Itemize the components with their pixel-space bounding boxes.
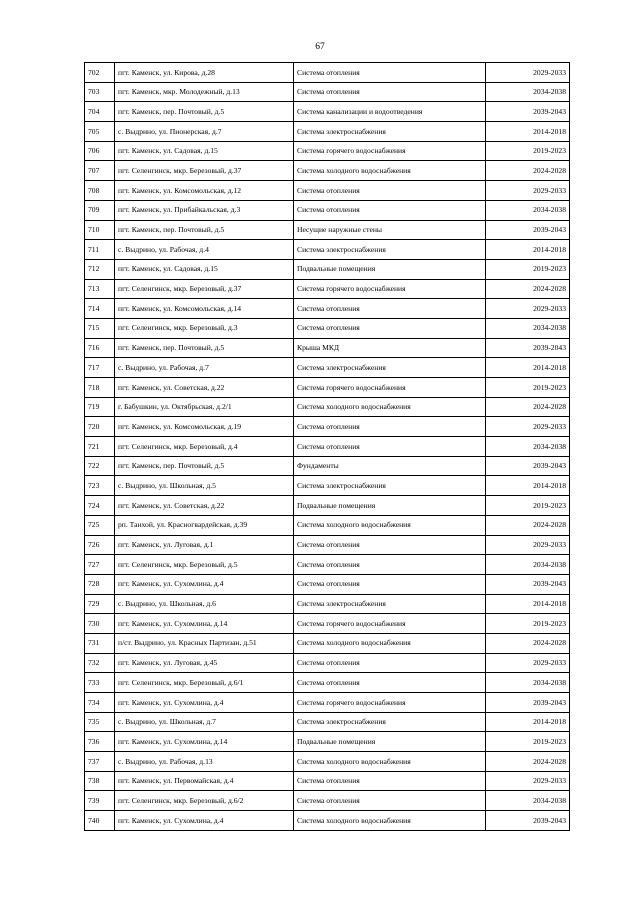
period-cell: 2034-2038 (486, 791, 570, 811)
address-cell: с. Выдрино, ул. Рабочая, д.7 (115, 358, 294, 378)
address-cell: пгт. Селенгинск, мкр. Березовый, д.6/2 (115, 791, 294, 811)
address-cell: пгт. Каменск, ул. Луговая, д.45 (115, 653, 294, 673)
row-number-cell: 718 (85, 378, 115, 398)
address-cell: пгт. Селенгинск, мкр. Березовый, д.3 (115, 318, 294, 338)
period-cell: 2019-2023 (486, 259, 570, 279)
table-row (85, 279, 570, 299)
table-row (85, 496, 570, 516)
row-number-cell: 732 (85, 653, 115, 673)
period-cell: 2029-2033 (486, 181, 570, 201)
period-cell: 2019-2023 (486, 378, 570, 398)
table-row (85, 476, 570, 496)
system-cell: Система канализации и водоотведения (294, 102, 486, 122)
system-cell: Система электроснабжения (294, 122, 486, 142)
address-cell: г. Бабушкин, ул. Октябрьская, д.2/1 (115, 397, 294, 417)
period-cell: 2019-2023 (486, 141, 570, 161)
system-cell: Система отопления (294, 574, 486, 594)
period-cell: 2034-2038 (486, 555, 570, 575)
system-cell: Несущие наружные стены (294, 220, 486, 240)
period-cell: 2039-2043 (486, 574, 570, 594)
table-row (85, 378, 570, 398)
period-cell: 2024-2028 (486, 161, 570, 181)
period-cell: 2029-2033 (486, 535, 570, 555)
row-number-cell: 723 (85, 476, 115, 496)
system-cell: Система отопления (294, 181, 486, 201)
row-number-cell: 738 (85, 771, 115, 791)
address-cell: пгт. Каменск, пер. Почтовый, д.5 (115, 102, 294, 122)
row-number-cell: 717 (85, 358, 115, 378)
period-cell: 2034-2038 (486, 673, 570, 693)
system-cell: Фундаменты (294, 456, 486, 476)
system-cell: Система горячего водоснабжения (294, 279, 486, 299)
system-cell: Система горячего водоснабжения (294, 141, 486, 161)
address-cell: с. Выдрино, ул. Школьная, д.7 (115, 712, 294, 732)
address-cell: пгт. Каменск, ул. Сухомлина, д.4 (115, 574, 294, 594)
address-cell: пгт. Селенгинск, мкр. Березовый, д.6/1 (115, 673, 294, 693)
table-row (85, 535, 570, 555)
address-cell: пгт. Каменск, ул. Кирова, д.28 (115, 63, 294, 83)
register-table-body (85, 63, 570, 831)
system-cell: Система отопления (294, 673, 486, 693)
row-number-cell: 713 (85, 279, 115, 299)
system-cell: Система отопления (294, 318, 486, 338)
row-number-cell: 705 (85, 122, 115, 142)
address-cell: пгт. Селенгинск, мкр. Березовый, д.37 (115, 161, 294, 181)
address-cell: пгт. Каменск, ул. Первомайская, д.4 (115, 771, 294, 791)
address-cell: с. Выдрино, ул. Пионерская, д.7 (115, 122, 294, 142)
system-cell: Система электроснабжения (294, 712, 486, 732)
address-cell: пгт. Каменск, ул. Комсомольская, д.14 (115, 299, 294, 319)
table-row (85, 673, 570, 693)
period-cell: 2024-2028 (486, 279, 570, 299)
table-row (85, 141, 570, 161)
table-row (85, 122, 570, 142)
table-row (85, 752, 570, 772)
period-cell: 2014-2018 (486, 476, 570, 496)
period-cell: 2039-2043 (486, 102, 570, 122)
system-cell: Подвальные помещения (294, 732, 486, 752)
system-cell: Система отопления (294, 791, 486, 811)
table-row (85, 240, 570, 260)
address-cell: пгт. Каменск, ул. Садовая, д.15 (115, 259, 294, 279)
row-number-cell: 715 (85, 318, 115, 338)
row-number-cell: 726 (85, 535, 115, 555)
system-cell: Система отопления (294, 417, 486, 437)
system-cell: Крыша МКД (294, 338, 486, 358)
period-cell: 2034-2038 (486, 437, 570, 457)
system-cell: Система отопления (294, 535, 486, 555)
system-cell: Система горячего водоснабжения (294, 693, 486, 713)
period-cell: 2019-2023 (486, 732, 570, 752)
period-cell: 2024-2028 (486, 397, 570, 417)
row-number-cell: 725 (85, 515, 115, 535)
table-row (85, 417, 570, 437)
table-row (85, 712, 570, 732)
system-cell: Система электроснабжения (294, 358, 486, 378)
address-cell: пгт. Каменск, пер. Почтовый, д.5 (115, 220, 294, 240)
table-row (85, 318, 570, 338)
row-number-cell: 706 (85, 141, 115, 161)
table-row (85, 397, 570, 417)
system-cell: Система отопления (294, 200, 486, 220)
row-number-cell: 719 (85, 397, 115, 417)
row-number-cell: 740 (85, 811, 115, 831)
row-number-cell: 707 (85, 161, 115, 181)
table-row (85, 338, 570, 358)
page-number: 67 (315, 42, 325, 52)
row-number-cell: 711 (85, 240, 115, 260)
address-cell: пгт. Селенгинск, мкр. Березовый, д.5 (115, 555, 294, 575)
address-cell: п/ст. Выдрино, ул. Красных Партизан, д.51 (115, 633, 294, 653)
table-row (85, 437, 570, 457)
address-cell: пгт. Каменск, пер. Почтовый, д.5 (115, 456, 294, 476)
register-table (84, 62, 570, 831)
system-cell: Система отопления (294, 555, 486, 575)
period-cell: 2024-2028 (486, 752, 570, 772)
period-cell: 2024-2028 (486, 515, 570, 535)
address-cell: пгт. Каменск, ул. Сухомлина, д.14 (115, 732, 294, 752)
system-cell: Система электроснабжения (294, 240, 486, 260)
address-cell: пгт. Каменск, ул. Луговая, д.1 (115, 535, 294, 555)
period-cell: 2019-2023 (486, 614, 570, 634)
row-number-cell: 724 (85, 496, 115, 516)
table-row (85, 181, 570, 201)
row-number-cell: 736 (85, 732, 115, 752)
row-number-cell: 704 (85, 102, 115, 122)
address-cell: пгт. Каменск, пер. Почтовый, д.5 (115, 338, 294, 358)
period-cell: 2034-2038 (486, 82, 570, 102)
address-cell: пгт. Каменск, ул. Советская, д.22 (115, 496, 294, 516)
period-cell: 2014-2018 (486, 122, 570, 142)
table-row (85, 771, 570, 791)
row-number-cell: 731 (85, 633, 115, 653)
period-cell: 2034-2038 (486, 318, 570, 338)
table-row (85, 63, 570, 83)
row-number-cell: 708 (85, 181, 115, 201)
period-cell: 2039-2043 (486, 220, 570, 240)
address-cell: пгт. Каменск, ул. Комсомольская, д.19 (115, 417, 294, 437)
row-number-cell: 739 (85, 791, 115, 811)
address-cell: с. Выдрино, ул. Рабочая, д.13 (115, 752, 294, 772)
table-row (85, 811, 570, 831)
address-cell: пгт. Каменск, ул. Прибайкальская, д.3 (115, 200, 294, 220)
table-row (85, 515, 570, 535)
table-row (85, 574, 570, 594)
period-cell: 2039-2043 (486, 338, 570, 358)
table-row (85, 693, 570, 713)
address-cell: с. Выдрино, ул. Школьная, д.6 (115, 594, 294, 614)
row-number-cell: 730 (85, 614, 115, 634)
address-cell: пгт. Каменск, ул. Садовая, д.15 (115, 141, 294, 161)
period-cell: 2039-2043 (486, 811, 570, 831)
period-cell: 2029-2033 (486, 63, 570, 83)
system-cell: Система отопления (294, 653, 486, 673)
address-cell: рп. Танхой, ул. Красногвардейская, д.39 (115, 515, 294, 535)
table-row (85, 200, 570, 220)
period-cell: 2024-2028 (486, 633, 570, 653)
address-cell: пгт. Селенгинск, мкр. Березовый, д.4 (115, 437, 294, 457)
address-cell: пгт. Каменск, ул. Комсомольская, д.12 (115, 181, 294, 201)
period-cell: 2029-2033 (486, 653, 570, 673)
table-row (85, 555, 570, 575)
table-row (85, 220, 570, 240)
row-number-cell: 702 (85, 63, 115, 83)
system-cell: Система холодного водоснабжения (294, 397, 486, 417)
period-cell: 2029-2033 (486, 417, 570, 437)
table-row (85, 456, 570, 476)
table-row (85, 633, 570, 653)
address-cell: пгт. Каменск, ул. Советская, д.22 (115, 378, 294, 398)
system-cell: Система отопления (294, 771, 486, 791)
system-cell: Система отопления (294, 82, 486, 102)
address-cell: с. Выдрино, ул. Рабочая, д.4 (115, 240, 294, 260)
system-cell: Система отопления (294, 63, 486, 83)
period-cell: 2029-2033 (486, 299, 570, 319)
table-row (85, 358, 570, 378)
system-cell: Система электроснабжения (294, 594, 486, 614)
system-cell: Система холодного водоснабжения (294, 752, 486, 772)
period-cell: 2019-2023 (486, 496, 570, 516)
address-cell: пгт. Каменск, ул. Сухомлина, д.4 (115, 811, 294, 831)
system-cell: Система холодного водоснабжения (294, 811, 486, 831)
period-cell: 2039-2043 (486, 456, 570, 476)
system-cell: Система горячего водоснабжения (294, 614, 486, 634)
system-cell: Система отопления (294, 299, 486, 319)
row-number-cell: 703 (85, 82, 115, 102)
row-number-cell: 714 (85, 299, 115, 319)
row-number-cell: 727 (85, 555, 115, 575)
address-cell: пгт. Каменск, ул. Сухомлина, д.14 (115, 614, 294, 634)
table-row (85, 161, 570, 181)
table-row (85, 791, 570, 811)
row-number-cell: 728 (85, 574, 115, 594)
period-cell: 2034-2038 (486, 200, 570, 220)
period-cell: 2039-2043 (486, 693, 570, 713)
row-number-cell: 709 (85, 200, 115, 220)
row-number-cell: 734 (85, 693, 115, 713)
table-row (85, 732, 570, 752)
table-row (85, 614, 570, 634)
system-cell: Система холодного водоснабжения (294, 633, 486, 653)
table-row (85, 102, 570, 122)
address-cell: пгт. Селенгинск, мкр. Березовый, д.37 (115, 279, 294, 299)
address-cell: с. Выдрино, ул. Школьная, д.5 (115, 476, 294, 496)
system-cell: Подвальные помещения (294, 496, 486, 516)
table-row (85, 259, 570, 279)
period-cell: 2014-2018 (486, 240, 570, 260)
row-number-cell: 720 (85, 417, 115, 437)
table-row (85, 82, 570, 102)
table-row (85, 299, 570, 319)
row-number-cell: 729 (85, 594, 115, 614)
system-cell: Система отопления (294, 437, 486, 457)
row-number-cell: 733 (85, 673, 115, 693)
period-cell: 2014-2018 (486, 712, 570, 732)
system-cell: Система электроснабжения (294, 476, 486, 496)
row-number-cell: 737 (85, 752, 115, 772)
system-cell: Система горячего водоснабжения (294, 378, 486, 398)
table-row (85, 653, 570, 673)
system-cell: Подвальные помещения (294, 259, 486, 279)
system-cell: Система холодного водоснабжения (294, 161, 486, 181)
system-cell: Система холодного водоснабжения (294, 515, 486, 535)
period-cell: 2029-2033 (486, 771, 570, 791)
address-cell: пгт. Каменск, ул. Сухомлина, д.4 (115, 693, 294, 713)
period-cell: 2014-2018 (486, 594, 570, 614)
row-number-cell: 722 (85, 456, 115, 476)
row-number-cell: 735 (85, 712, 115, 732)
row-number-cell: 712 (85, 259, 115, 279)
table-row (85, 594, 570, 614)
row-number-cell: 721 (85, 437, 115, 457)
row-number-cell: 716 (85, 338, 115, 358)
period-cell: 2014-2018 (486, 358, 570, 378)
row-number-cell: 710 (85, 220, 115, 240)
address-cell: пгт. Каменск, мкр. Молодежный, д.13 (115, 82, 294, 102)
